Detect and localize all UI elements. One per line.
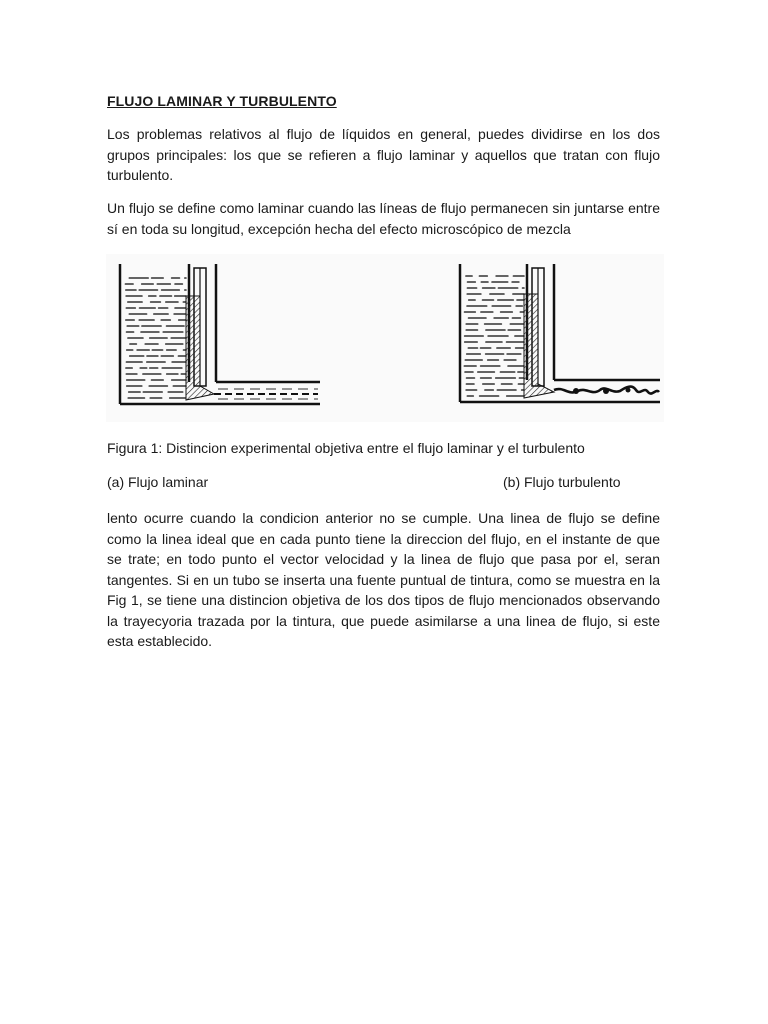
subcaption-laminar: (a) Flujo laminar [107, 474, 209, 490]
turbulent-apparatus-drawing [460, 264, 660, 402]
figure-flow-experiment [106, 254, 664, 422]
paragraph-intro: Los problemas relativos al flujo de líquidos en general, puedes dividirse en los dos grupos principales: los que se refieren a flujo laminar y aquellos que tratan con flujo turbulento. [107, 126, 660, 183]
paragraph-turbulent-definition: lento ocurre cuando la condicion anterior no se cumple. Una linea de flujo se define como la linea ideal que en cada punto tiene la direccion del flujo, en el instante de que se trate; en todo punto el vector velocidad y la linea de flujo que pasa por el, seran tangentes. Si en un tubo se inserta una fuente puntual de tintura, como se muestra en la Fig 1, se tiene una distincion objetiva de los dos tipos de flujo mencionados observando la trayecyoria trazada por la tintura, que puede asimilarse a una linea de flujo, si este esta establecido. [107, 510, 660, 649]
paragraph-laminar-definition: Un flujo se define como laminar cuando las líneas de flujo permanecen sin juntarse entre sí en toda su longitud, excepción hecha del efecto microscópico de mezcla [107, 200, 660, 237]
figure-caption: Figura 1: Distincion experimental objetiva entre el flujo laminar y el turbulento [107, 440, 585, 456]
subcaption-turbulent: (b) Flujo turbulento [503, 474, 621, 490]
document-title: FLUJO LAMINAR Y TURBULENTO [107, 93, 337, 109]
laminar-apparatus-drawing [120, 264, 320, 404]
